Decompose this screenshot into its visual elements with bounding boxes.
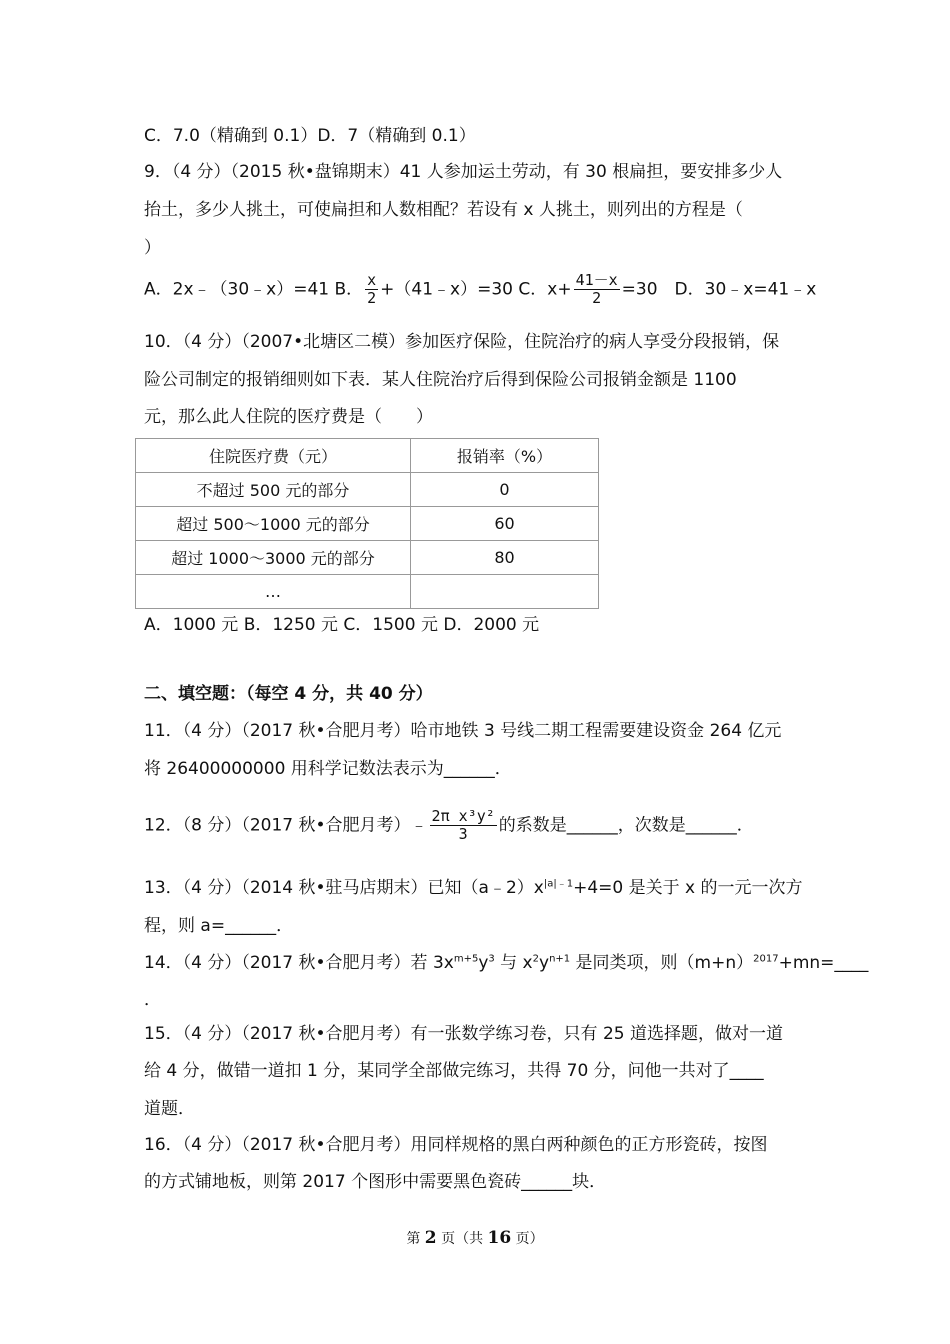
- q10-line1: 10．（4 分）（2007•北塘区二模）参加医疗保险，住院治疗的病人享受分段报销，保: [144, 332, 780, 352]
- q13-line2: 程，则 a=______．: [144, 916, 294, 936]
- q9-option-c-fraction: $\frac{41-x}{2}$: [575, 271, 618, 307]
- table-cell: …: [136, 575, 411, 609]
- q16-line1: 16．（4 分）（2017 秋•合肥月考）用同样规格的黑白两种颜色的正方形瓷砖，按图: [144, 1135, 768, 1155]
- table-cell: 超过 1000～3000 元的部分: [136, 541, 411, 575]
- q9-option-a: A．2x﹣（30﹣x）=41 B．: [144, 279, 364, 300]
- table-row: [136, 541, 599, 575]
- q15-line1: 15．（4 分）（2017 秋•合肥月考）有一张数学练习卷，只有 25 道选择题，做对一道: [144, 1024, 783, 1044]
- table-cell: 0: [411, 473, 599, 507]
- q8-options: C．7.0（精确到 0.1）D．7（精确到 0.1）: [144, 126, 476, 146]
- table-header: 住院医疗费（元）: [136, 439, 411, 473]
- table-cell: 60: [411, 507, 599, 541]
- table-cell: 80: [411, 541, 599, 575]
- table-row: [136, 473, 599, 507]
- q12-pre: 12．（8 分）（2017 秋•合肥月考）﹣: [144, 815, 428, 836]
- table-row: [136, 507, 599, 541]
- q9-option-b: +（41﹣x）=30 C．x+: [380, 279, 572, 300]
- q9-options: [144, 272, 816, 307]
- q11-line2: 将 26400000000 用科学记数法表示为______．: [144, 759, 512, 779]
- q12-fraction: $\frac{\text{2π x³y²}}{3}$: [431, 807, 495, 843]
- page-footer: 第 2 页（共 16 页）: [406, 1228, 544, 1248]
- q9-option-b-fraction: $\frac{x}{2}$: [367, 271, 377, 307]
- page-number: 2: [424, 1228, 437, 1248]
- q9-line1: 9．（4 分）（2015 秋•盘锦期末）41 人参加运土劳动，有 30 根扁担，要安排多少人: [144, 162, 783, 182]
- table-cell: 不超过 500 元的部分: [136, 473, 411, 507]
- table-cell: 超过 500～1000 元的部分: [136, 507, 411, 541]
- q10-line3: 元，那么此人住院的医疗费是（ ）: [144, 407, 433, 427]
- q14-line2: ．: [144, 990, 161, 1010]
- section-title: 二、填空题：（每空 4 分，共 40 分）: [144, 684, 433, 704]
- q12-line: [144, 808, 754, 843]
- page-total: 16: [487, 1228, 512, 1248]
- table-header-row: [136, 439, 599, 473]
- q12-post: 的系数是______，次数是______．: [498, 815, 754, 836]
- q15-line2: 给 4 分，做错一道扣 1 分，某同学全部做完练习，共得 70 分，问他一共对了____: [144, 1061, 764, 1081]
- q15-line3: 道题．: [144, 1099, 195, 1119]
- q14-line1: 14．（4 分）（2017 秋•合肥月考）若 $3x^{m+5}y^3$ 与 $x^2y^{n+1}$ 是同类项，则$(m+n)^{2017}+mn=\_\_\_\_$: [144, 953, 869, 973]
- table-cell: [411, 575, 599, 609]
- q9-line2: 抬土，多少人挑土，可使扁担和人数相配？若设有 x 人挑土，则列出的方程是（: [144, 200, 743, 220]
- table-row: [136, 575, 599, 609]
- q13-line1: 13．（4 分）（2014 秋•驻马店期末）已知$(a﹣2)x^{|a|﹣1}+4=0$ 是关于 x 的一元一次方: [144, 878, 803, 898]
- q9-line3: ）: [144, 238, 161, 258]
- q10-line2: 险公司制定的报销细则如下表．某人住院治疗后得到保险公司报销金额是 1100: [144, 370, 737, 390]
- q9-option-c-d: =30 D．30﹣x=41﹣x: [621, 279, 817, 300]
- q13-exponent: |a|﹣1: [543, 878, 574, 890]
- reimbursement-table: [135, 438, 599, 609]
- q10-options: A．1000 元 B．1250 元 C．1500 元 D．2000 元: [144, 615, 540, 635]
- q16-line2: 的方式铺地板，则第 2017 个图形中需要黑色瓷砖______块．: [144, 1172, 607, 1192]
- q11-line1: 11．（4 分）（2017 秋•合肥月考）哈市地铁 3 号线二期工程需要建设资金 264 亿元: [144, 721, 782, 741]
- table-header: 报销率（%）: [411, 439, 599, 473]
